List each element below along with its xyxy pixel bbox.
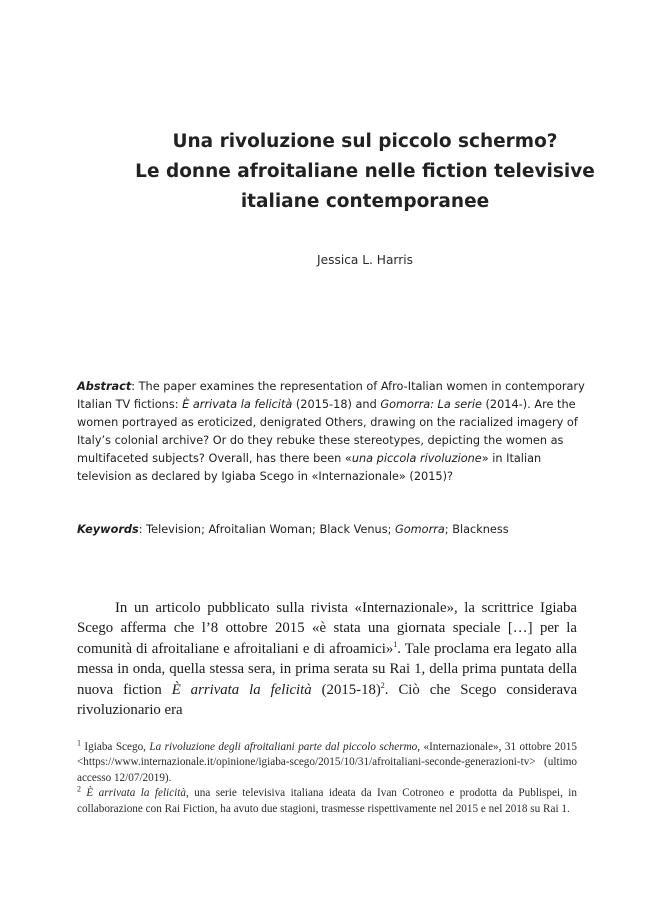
footnote-text: , «Internazionale», 31 ottobre 2015 <https://www.internazionale.it/opinione/igiaba-scego/2015/10/31/afroitaliani-seconde-generazioni-tv> (ultimo accesso 12/07/2019). — [77, 741, 577, 784]
abstract-quote: una piccola rivoluzione — [351, 452, 482, 465]
keywords-italic: Gomorra — [395, 523, 445, 536]
abstract-text: » in Italian television as declared by Igiaba Scego in «Internazionale» (2015)? — [77, 452, 542, 483]
abstract-text: (2014-). Are the women portrayed as eroticized, denigrated Others, drawing on the racialized imagery of Italy’s colonial archive? Or do they rebuke these stereotypes, depicting the women as multifaceted subjects? Overall, has there been « — [77, 398, 578, 465]
body-paragraph — [77, 598, 577, 720]
body-series-title: È arrivata la felicità — [171, 681, 312, 698]
abstract-text: (2015-18) and — [292, 398, 381, 411]
body-text: . Ciò che Scego considerava rivoluzionario era — [77, 681, 578, 719]
footnote-2 — [77, 786, 577, 817]
footnote-number: 1 — [77, 738, 81, 748]
body-text: In un articolo pubblicato sulla rivista «Internazionale», la scrittrice Igiaba Scego afferma che l’8 ottobre 2015 «è stata una giornata speciale […] per la comunità di afroitaliane e afroitaliani e di afroamici» — [77, 600, 577, 657]
abstract-series-title-1: È arrivata la felicità — [182, 398, 293, 411]
footnote-text: , una serie televisiva italiana ideata da Ivan Cotroneo e prodotta da Publispei, in collaborazione con Rai Fiction, ha avuto due stagioni, trasmesse rispettivamente nel 2015 e nel 2018 su Rai 1. — [77, 787, 577, 815]
footnote-series-title: È arrivata la felicità — [81, 787, 186, 800]
footnote-ref-1: 1 — [393, 639, 398, 649]
footnote-1 — [77, 740, 577, 786]
footnote-number: 2 — [77, 784, 81, 794]
body-text: (2015-18) — [311, 681, 381, 698]
abstract — [77, 378, 587, 486]
footnote-text: Igiaba Scego, — [81, 741, 150, 753]
footnotes — [77, 740, 577, 817]
abstract-label: Abstract — [77, 380, 132, 393]
keywords — [77, 521, 587, 539]
title-line-3: italiane contemporanee — [240, 191, 490, 212]
author-name: Jessica L. Harris — [317, 253, 413, 267]
footnote-article-title: La rivoluzione degli afroitaliani parte dal piccolo schermo — [149, 741, 418, 753]
abstract-series-title-2: Gomorra: La serie — [380, 398, 482, 411]
title-line-1: Una rivoluzione sul piccolo schermo? — [172, 131, 558, 152]
keywords-text: : Television; Afroitalian Woman; Black Venus; — [138, 523, 395, 536]
body-text: . Tale proclama era legato alla messa in onda, quella stessa sera, in prima serata su Rai 1, della prima puntata della nuova fiction — [77, 640, 577, 698]
keywords-label: Keywords — [77, 523, 139, 536]
title-line-2: Le donne afroitaliane nelle fiction televisive — [135, 161, 595, 182]
keywords-text: ; Blackness — [444, 523, 509, 536]
abstract-text: : The paper examines the representation of Afro-Italian women in contemporary Italian TV fictions: — [77, 380, 585, 411]
footnote-ref-2: 2 — [380, 680, 385, 690]
